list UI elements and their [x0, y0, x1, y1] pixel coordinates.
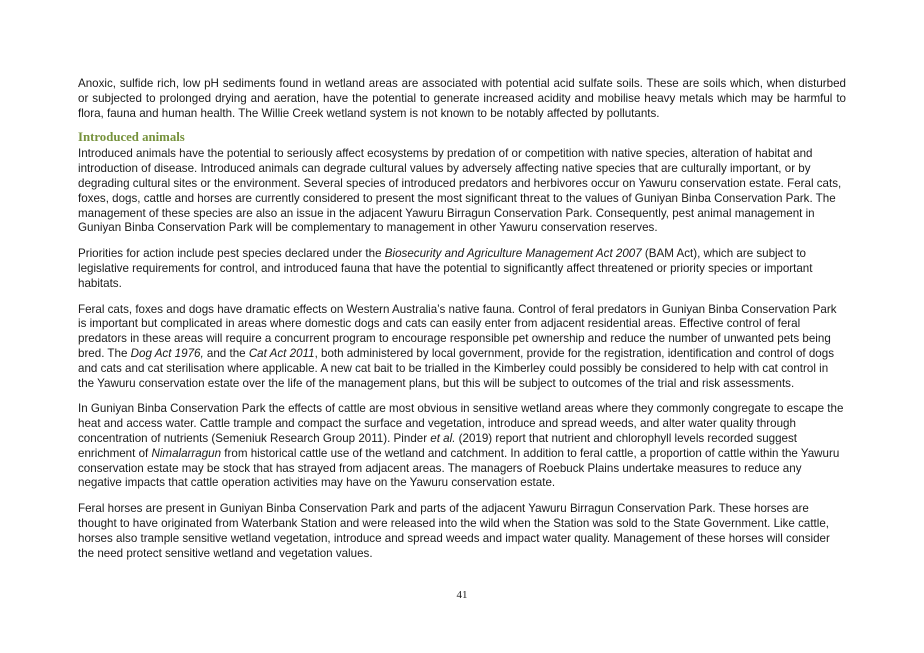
text-segment: Priorities for action include pest species declared under the: [78, 247, 385, 261]
bam-act-title: Biosecurity and Agriculture Management Act 2007: [384, 247, 642, 261]
place-name-nimalarragun: Nimalarragun: [151, 446, 222, 460]
text-segment: Feral cats, foxes and dogs have dramatic effects on Western Australia’s native fauna. Control of feral predators in Guniyan Binba Conservation Park is important but complicated in areas where domestic dogs and cats can easily enter from adjacent residential areas. Effective control of feral predators in these areas will require a concurrent program to encourage responsible pet ownership and reduce the number of unwanted pets being bred. The: [78, 302, 837, 360]
document-body: [78, 77, 846, 572]
paragraph-introduced-animals: Introduced animals have the potential to seriously affect ecosystems by predation of or competition with native species, alteration of habitat and introduction of disease. Introduced animals can degrade cultural values by adversely affecting native species that are culturally important, or by degrading cultural sites or the environment. Several species of introduced predators and herbivores occur on Yawuru conservation estate. Feral cats, foxes, dogs, cattle and horses are currently considered to present the most significant threat to the values of Guniyan Binba Conservation Park. The management of these species are also an issue in the adjacent Yawuru Birragun Conservation Park. Consequently, pest animal management in Guniyan Binba Conservation Park will be complementary to management in other Yawuru conservation reserves.: [78, 147, 842, 235]
text-segment: from historical cattle use of the wetland and catchment. In addition to feral cattle, a proportion of cattle within the Yawuru conservation estate may be stock that has strayed from adjacent areas. The managers of Roebuck Plains undertake measures to reduce any negative impacts that cattle operation activities may have on the Yawuru conservation estate.: [78, 446, 840, 490]
text-segment: In Guniyan Binba Conservation Park the effects of cattle are most obvious in sensitive wetland areas where they commonly congregate to escape the heat and access water. Cattle trample and compact the surface and vegetation, introduce and spread weeds, and alter water quality through concentration of nutrients (Semeniuk Research Group 2011). Pinder: [78, 402, 844, 445]
intro-paragraph: Anoxic, sulfide rich, low pH sediments found in wetland areas are associated with potential acid sulfate soils. These are soils which, when disturbed or subjected to prolonged drying and aeration, have the potential to generate increased acidity and mobilise heavy metals which may be harmful to flora, fauna and human health. The Willie Creek wetland system is not known to be notably affected by pollutants.: [78, 77, 846, 120]
paragraph-cattle: [78, 402, 846, 491]
text-segment: (BAM Act), which are subject to legislative requirements for control, and introduced fauna that have the potential to significantly affect threatened or priority species or important habitats.: [78, 247, 813, 290]
dog-act-title: Dog Act 1976,: [130, 346, 204, 360]
cat-act-title: Cat Act 2011: [248, 346, 315, 360]
page-number: 41: [456, 589, 468, 601]
section-heading-introduced-animals: Introduced animals: [78, 130, 185, 145]
paragraph-priorities: [78, 247, 846, 291]
paragraph-feral-predators: [78, 303, 846, 392]
et-al: et al.: [430, 431, 456, 445]
text-segment: , both administered by local government, provide for the registration, identification and control of dogs and cats and cat sterilisation where applicable. A new cat bait to be trialled in the Kimberley could possibly be considered to help with cat control in the Yawuru conservation estate over the life of the management plans, but this will be subject to outcomes of the trial and risk assessments.: [78, 346, 834, 390]
text-segment: (2019) report that nutrient and chlorophyll levels recorded suggest enrichment of: [78, 431, 798, 460]
paragraph-horses: Feral horses are present in Guniyan Binba Conservation Park and parts of the adjacent Yawuru Birragun Conservation Park. These horses are thought to have originated from Waterbank Station and were released into the wild when the Station was sold to the State Government. Like cattle, horses also trample sensitive wetland vegetation, introduce and spread weeds and impact water quality. Management of these horses will consider the need protect sensitive wetland and vegetation values.: [78, 502, 830, 560]
text-segment: and the: [203, 346, 249, 360]
